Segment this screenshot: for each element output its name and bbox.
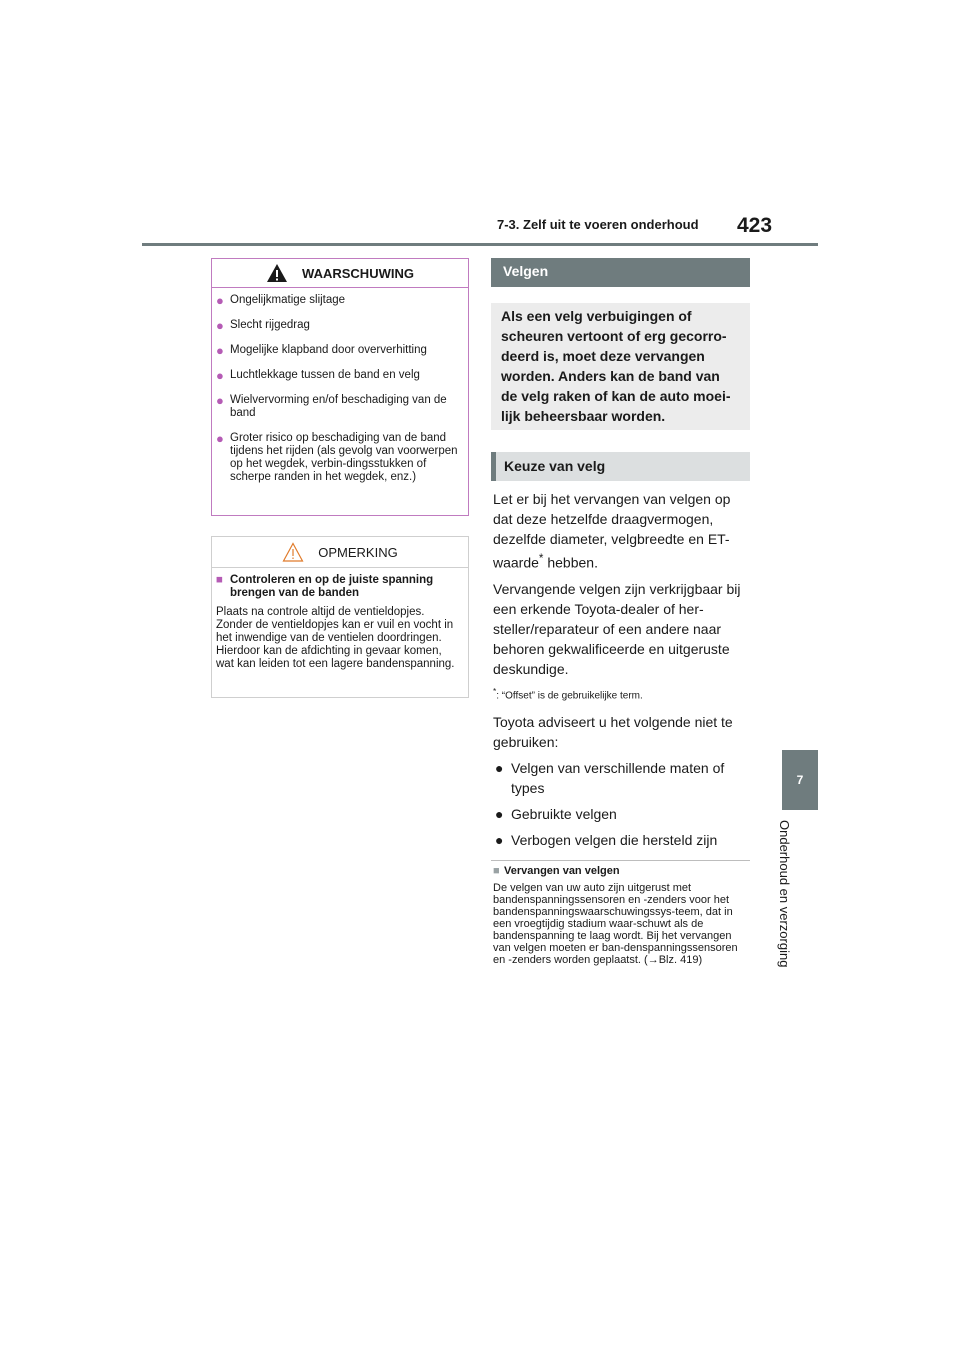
paragraph: Toyota adviseert u het volgende niet te gebruiken: [493, 713, 733, 750]
section-title-velgen: Velgen [491, 258, 750, 287]
bullet-list [493, 758, 753, 850]
note-body: Plaats na controle altijd de ventieldopjes. Zonder de ventieldopjes kan er vuil en vocht in het inwendige van de ventielen doordringen. Hierdoor kan de afdichting in gevaar komen, wat kan leiden tot een lagere bandenspanning. [216, 606, 455, 670]
list-item: ● Wielvervorming en/of beschadiging van de band [216, 393, 447, 419]
subnote [493, 865, 751, 966]
subnote-title: ■ Vervangen van velgen [493, 865, 620, 877]
warning-triangle-icon [266, 263, 288, 283]
page-number: 423 [737, 214, 773, 237]
paragraph: Vervangende velgen zijn verkrijgbaar bij een erkende Toyota-dealer of her-steller/reparateur of een andere naar behoren gekwalificeerde en uitgeruste deskundige. [493, 580, 741, 677]
section-title-keuze: Keuze van velg [491, 452, 750, 481]
square-bullet-icon: ■ [216, 574, 223, 586]
square-bullet-icon: ■ [493, 865, 500, 877]
list-item: ● Velgen van verschillende maten of types [495, 759, 725, 796]
note-subtitle: ■ Controleren en op de juiste spanning brengen van de banden [216, 574, 434, 599]
header-rule [142, 243, 818, 246]
bullet-icon: ● [216, 393, 224, 408]
subnote-body: De velgen van uw auto zijn uitgerust met bandenspanningssensoren en -zenders voor het bandenspanningswaarschuwingssys-teem, dat in een vroegtijdig stadium waar-schuwt als de bandenspanning te laag wordt. Bij het vervangen van velgen moeten er ban-denspanningssensoren en -zenders worden geplaatst. (→Blz. 419) [493, 882, 738, 966]
note-header [212, 537, 468, 568]
bullet-icon: ● [216, 293, 224, 308]
bullet-icon: ● [216, 431, 224, 446]
subnote-rule [491, 860, 750, 861]
warning-title: WAARSCHUWING [302, 265, 414, 281]
list-item: ● Luchtlekkage tussen de band en velg [216, 368, 420, 383]
bullet-icon: ● [216, 343, 224, 358]
list-item: ● Groter risico op beschadiging van de band tijdens het rijden (als gevolg van voorwerpen op het wegdek, verbin-dingsstukken of scherpe randen in het wegdek, enz.) [216, 431, 458, 483]
chapter-label-text: Onderhoud en verzorging [777, 820, 792, 968]
body-text [493, 489, 753, 856]
note-box [211, 536, 469, 698]
note-title: OPMERKING [318, 544, 398, 560]
warning-list [212, 288, 468, 484]
footnote: *: “Offset” is de gebruikelijke term. [493, 685, 643, 701]
warning-box [211, 258, 469, 516]
bullet-icon: ● [495, 805, 504, 822]
list-item: ● Mogelijke klapband door oververhitting [216, 343, 427, 358]
bullet-icon: ● [216, 368, 224, 383]
chapter-tab: 7 [782, 750, 818, 810]
chapter-label [777, 820, 814, 980]
paragraph: Let er bij het vervangen van velgen op dat deze hetzelfde draagvermogen, dezelfde diameter, velgbreedte en ET-waarde* hebben. [493, 491, 731, 571]
footnote-marker: * [538, 552, 544, 565]
bullet-icon: ● [495, 759, 504, 776]
running-header: 7-3. Zelf uit te voeren onderhoud [497, 217, 699, 232]
list-item: ● Slecht rijgedrag [216, 318, 310, 333]
caution-triangle-icon [282, 542, 304, 562]
intro-box: Als een velg verbuigingen of scheuren vertoont of erg gecorro-deerd is, moet deze vervangen worden. Anders kan de band van de velg raken of kan de auto moei-lijk beheersbaar worden. [491, 303, 750, 430]
warning-header [212, 259, 468, 288]
bullet-icon: ● [495, 831, 504, 848]
bullet-icon: ● [216, 318, 224, 333]
list-item: ● Verbogen velgen die hersteld zijn [495, 831, 718, 848]
list-item: ● Gebruikte velgen [495, 805, 617, 822]
list-item: ● Ongelijkmatige slijtage [216, 293, 346, 308]
